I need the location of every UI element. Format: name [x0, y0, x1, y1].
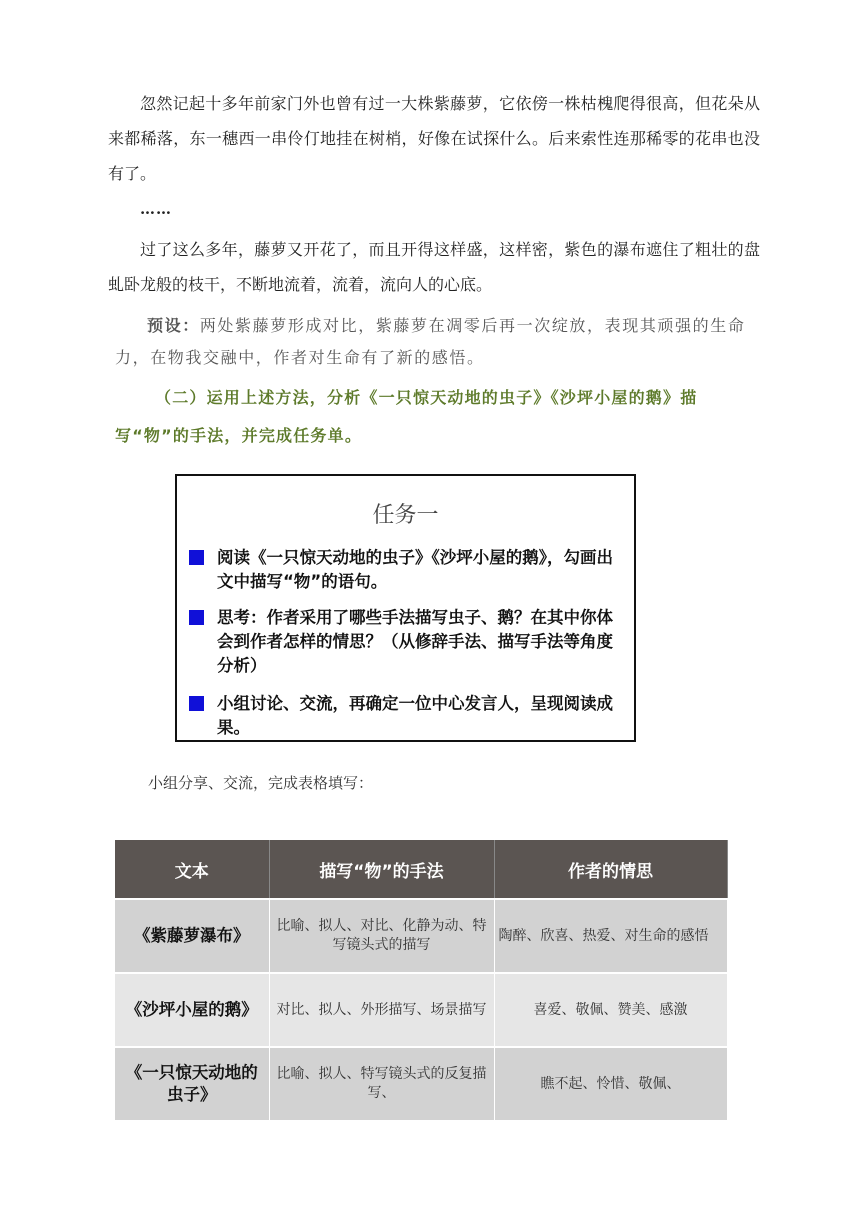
table-cell-method: 对比、拟人、外形描写、场景描写: [269, 973, 494, 1047]
column-header: 作者的情思: [494, 840, 727, 899]
table-cell-method: 比喻、拟人、对比、化静为动、特写镜头式的描写: [269, 899, 494, 973]
table-cell-text-title: 《沙坪小屋的鹅》: [115, 973, 269, 1047]
task-box: [175, 474, 636, 742]
table-cell-text-title: 《紫藤萝瀑布》: [115, 899, 269, 973]
task-item-text: 小组讨论、交流，再确定一位中心发言人，呈现阅读成果。: [217, 694, 613, 737]
task-title: 任务一: [372, 503, 439, 528]
table-cell-emotion: 瞧不起、怜惜、敬佩、: [494, 1047, 727, 1120]
paragraph-2: 过了这么多年，藤萝又开花了，而且开得这样盛，这样密，紫色的瀑布遮住了粗壮的盘虬卧龙般的枝干，不断地流着，流着，流向人的心底。: [108, 240, 760, 294]
task-item: [189, 546, 622, 594]
share-instruction: 小组分享、交流，完成表格填写：: [148, 774, 374, 792]
task-item: [189, 692, 622, 740]
table-cell-emotion: 喜爱、敬佩、赞美、感激: [494, 973, 727, 1047]
paragraph-1: 忽然记起十多年前家门外也曾有过一大株紫藤萝，它依傍一株枯槐爬得很高，但花朵从来都稀落，东一穗西一串伶仃地挂在树梢，好像在试探什么。后来索性连那稀零的花串也没有了。: [108, 94, 760, 183]
task-item-text: 阅读《一只惊天动地的虫子》《沙坪小屋的鹅》，勾画出文中描写“物”的语句。: [217, 548, 613, 591]
table-cell-text-title: 《一只惊天动地的虫子》: [115, 1047, 269, 1120]
preset-label: 预设：: [147, 316, 200, 335]
task-item-text: 思考：作者采用了哪些手法描写虫子、鹅？在其中你体会到作者怎样的情思？（从修辞手法、描写手法等角度分析）: [217, 608, 613, 675]
table-cell-method: 比喻、拟人、特写镜头式的反复描写、: [269, 1047, 494, 1120]
square-bullet-icon: [189, 696, 204, 711]
column-header: 描写“物”的手法: [269, 840, 494, 899]
summary-table: [115, 840, 728, 1120]
table-row: [115, 1047, 727, 1120]
square-bullet-icon: [189, 610, 204, 625]
table-header-row: [115, 840, 727, 899]
table-row: [115, 973, 727, 1047]
task-item: [189, 606, 622, 678]
table-row: [115, 899, 727, 973]
preset-paragraph: [115, 310, 755, 374]
ellipsis: ……: [140, 200, 172, 218]
table-cell-emotion: 陶醉、欣喜、热爱、对生命的感悟: [494, 899, 727, 973]
section-heading: （二）运用上述方法，分析《一只惊天动地的虫子》《沙坪小屋的鹅》描写“物”的手法，并完成任务单。: [115, 388, 698, 445]
preset-text: 两处紫藤萝形成对比，紫藤萝在凋零后再一次绽放，表现其顽强的生命力，在物我交融中，作者对生命有了新的感悟。: [115, 316, 746, 367]
square-bullet-icon: [189, 550, 204, 565]
column-header: 文本: [115, 840, 269, 899]
